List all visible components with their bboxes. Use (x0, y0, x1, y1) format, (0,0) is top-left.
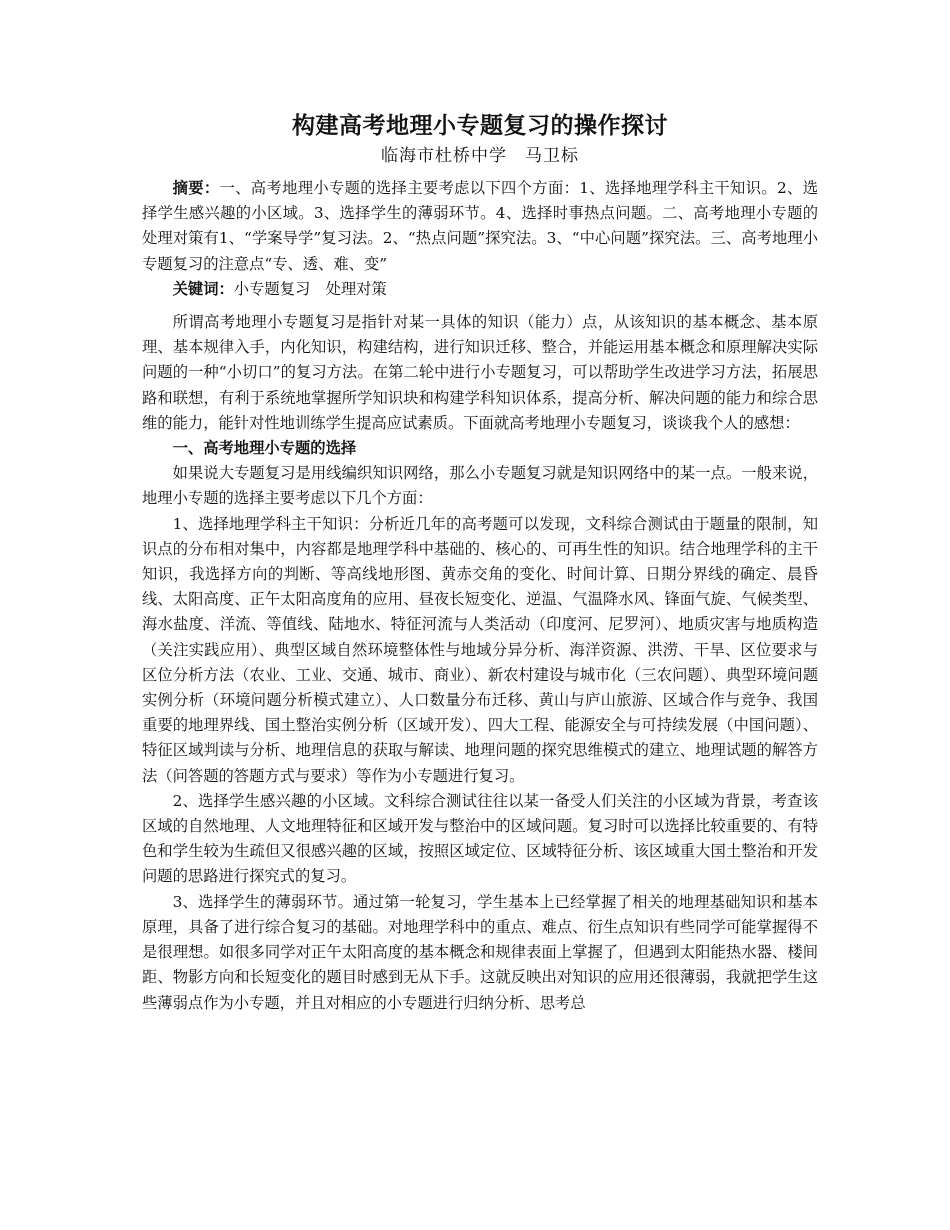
page-title: 构建高考地理小专题复习的操作探讨 (292, 113, 668, 139)
abstract-label: 摘要： (172, 179, 220, 197)
keywords-text: 小专题复习 处理对策 (233, 279, 387, 298)
author-line: 临海市杜桥中学 马卫标 (381, 146, 579, 166)
abstract-paragraph (142, 176, 818, 277)
item-paragraph-3: 3、选择学生的薄弱环节。通过第一轮复习，学生基本上已经掌握了相关的地理基础知识和基本原理，具备了进行综合复习的基础。对地理学科中的重点、难点、衍生点知识有些同学可能掌握得不是很理想。如很多同学对正午太阳高度的基本概念和规律表面上掌握了，但遇到太阳能热水器、楼间距、物影方向和长短变化的题目时感到无从下手。这就反映出对知识的应用还很薄弱，我就把学生这些薄弱点作为小专题，并且对相应的小专题进行归纳分析、思考总 (142, 892, 818, 1012)
abstract-text: 一、高考地理小专题的选择主要考虑以下四个方面：1、选择地理学科主干知识。2、选择学生感兴趣的小区域。3、选择学生的薄弱环节。4、选择时事热点问题。二、高考地理小专题的处理对策有1、“学案导学”复习法。2、“热点问题”探究法。3、“中心问题”探究法。三、高考地理小专题复习的注意点“专、透、难、变” (142, 179, 818, 273)
intro-paragraph: 所谓高考地理小专题复习是指针对某一具体的知识（能力）点，从该知识的基本概念、基本原理、基本规律入手，内化知识，构建结构，进行知识迁移、整合，并能运用基本概念和原理解决实际问题的一种“小切口”的复习方法。在第二轮中进行小专题复习，可以帮助学生改进学习方法，拓展思路和联想，有利于系统地掌握所学知识块和构建学科知识体系，提高分析、解决问题的能力和综合思维的能力，能针对性地训练学生提高应试素质。下面就高考地理小专题复习，谈谈我个人的感想： (142, 313, 818, 432)
section-heading (142, 436, 818, 461)
document-content (142, 108, 818, 1016)
keywords-paragraph (142, 277, 818, 302)
item-paragraph-1: 1、选择地理学科主干知识：分析近几年的高考题可以发现，文科综合测试由于题量的限制，知识点的分布相对集中，内容都是地理学科中基础的、核心的、可再生性的知识。结合地理学科的主干知识，我选择方向的判断、等高线地形图、黄赤交角的变化、时间计算、日期分界线的确定、晨昏线、太阳高度、正午太阳高度角的应用、昼夜长短变化、逆温、气温降水风、锋面气旋、气候类型、海水盐度、洋流、等值线、陆地水、特征河流与人类活动（印度河、尼罗河）、地质灾害与地质构造（关注实践应用）、典型区域自然环境整体性与地域分异分析、海洋资源、洪涝、干旱、区位要求与区位分析方法（农业、工业、交通、城市、商业）、新农村建设与城市化（三农问题）、典型环境问题实例分析（环境问题分析模式建立）、人口数量分布迁移、黄山与庐山旅游、区域合作与竞争、我国重要的地理界线、国土整治实例分析（区域开发）、四大工程、能源安全与可持续发展（中国问题）、特征区域判读与分析、地理信息的获取与解读、地理问题的探究思维模式的建立、地理试题的解答方法（问答题的答题方式与要求）等作为小专题进行复习。 (142, 514, 818, 785)
item-paragraph-2: 2、选择学生感兴趣的小区域。文科综合测试往往以某一备受人们关注的小区域为背景，考查该区域的自然地理、人文地理特征和区域开发与整治中的区域问题。复习时可以选择比较重要的、有特色和学生较为生疏但又很感兴趣的区域，按照区域定位、区域特征分析、该区域重大国土整治和开发问题的思路进行探究式的复习。 (142, 791, 818, 886)
section-heading-text: 一、高考地理小专题的选择 (172, 439, 357, 458)
keywords-label: 关键词： (172, 279, 234, 298)
section-lead-paragraph: 如果说大专题复习是用线编织知识网络，那么小专题复习就是知识网络中的某一点。一般来说，地理小专题的选择主要考虑以下几个方面： (142, 464, 818, 508)
